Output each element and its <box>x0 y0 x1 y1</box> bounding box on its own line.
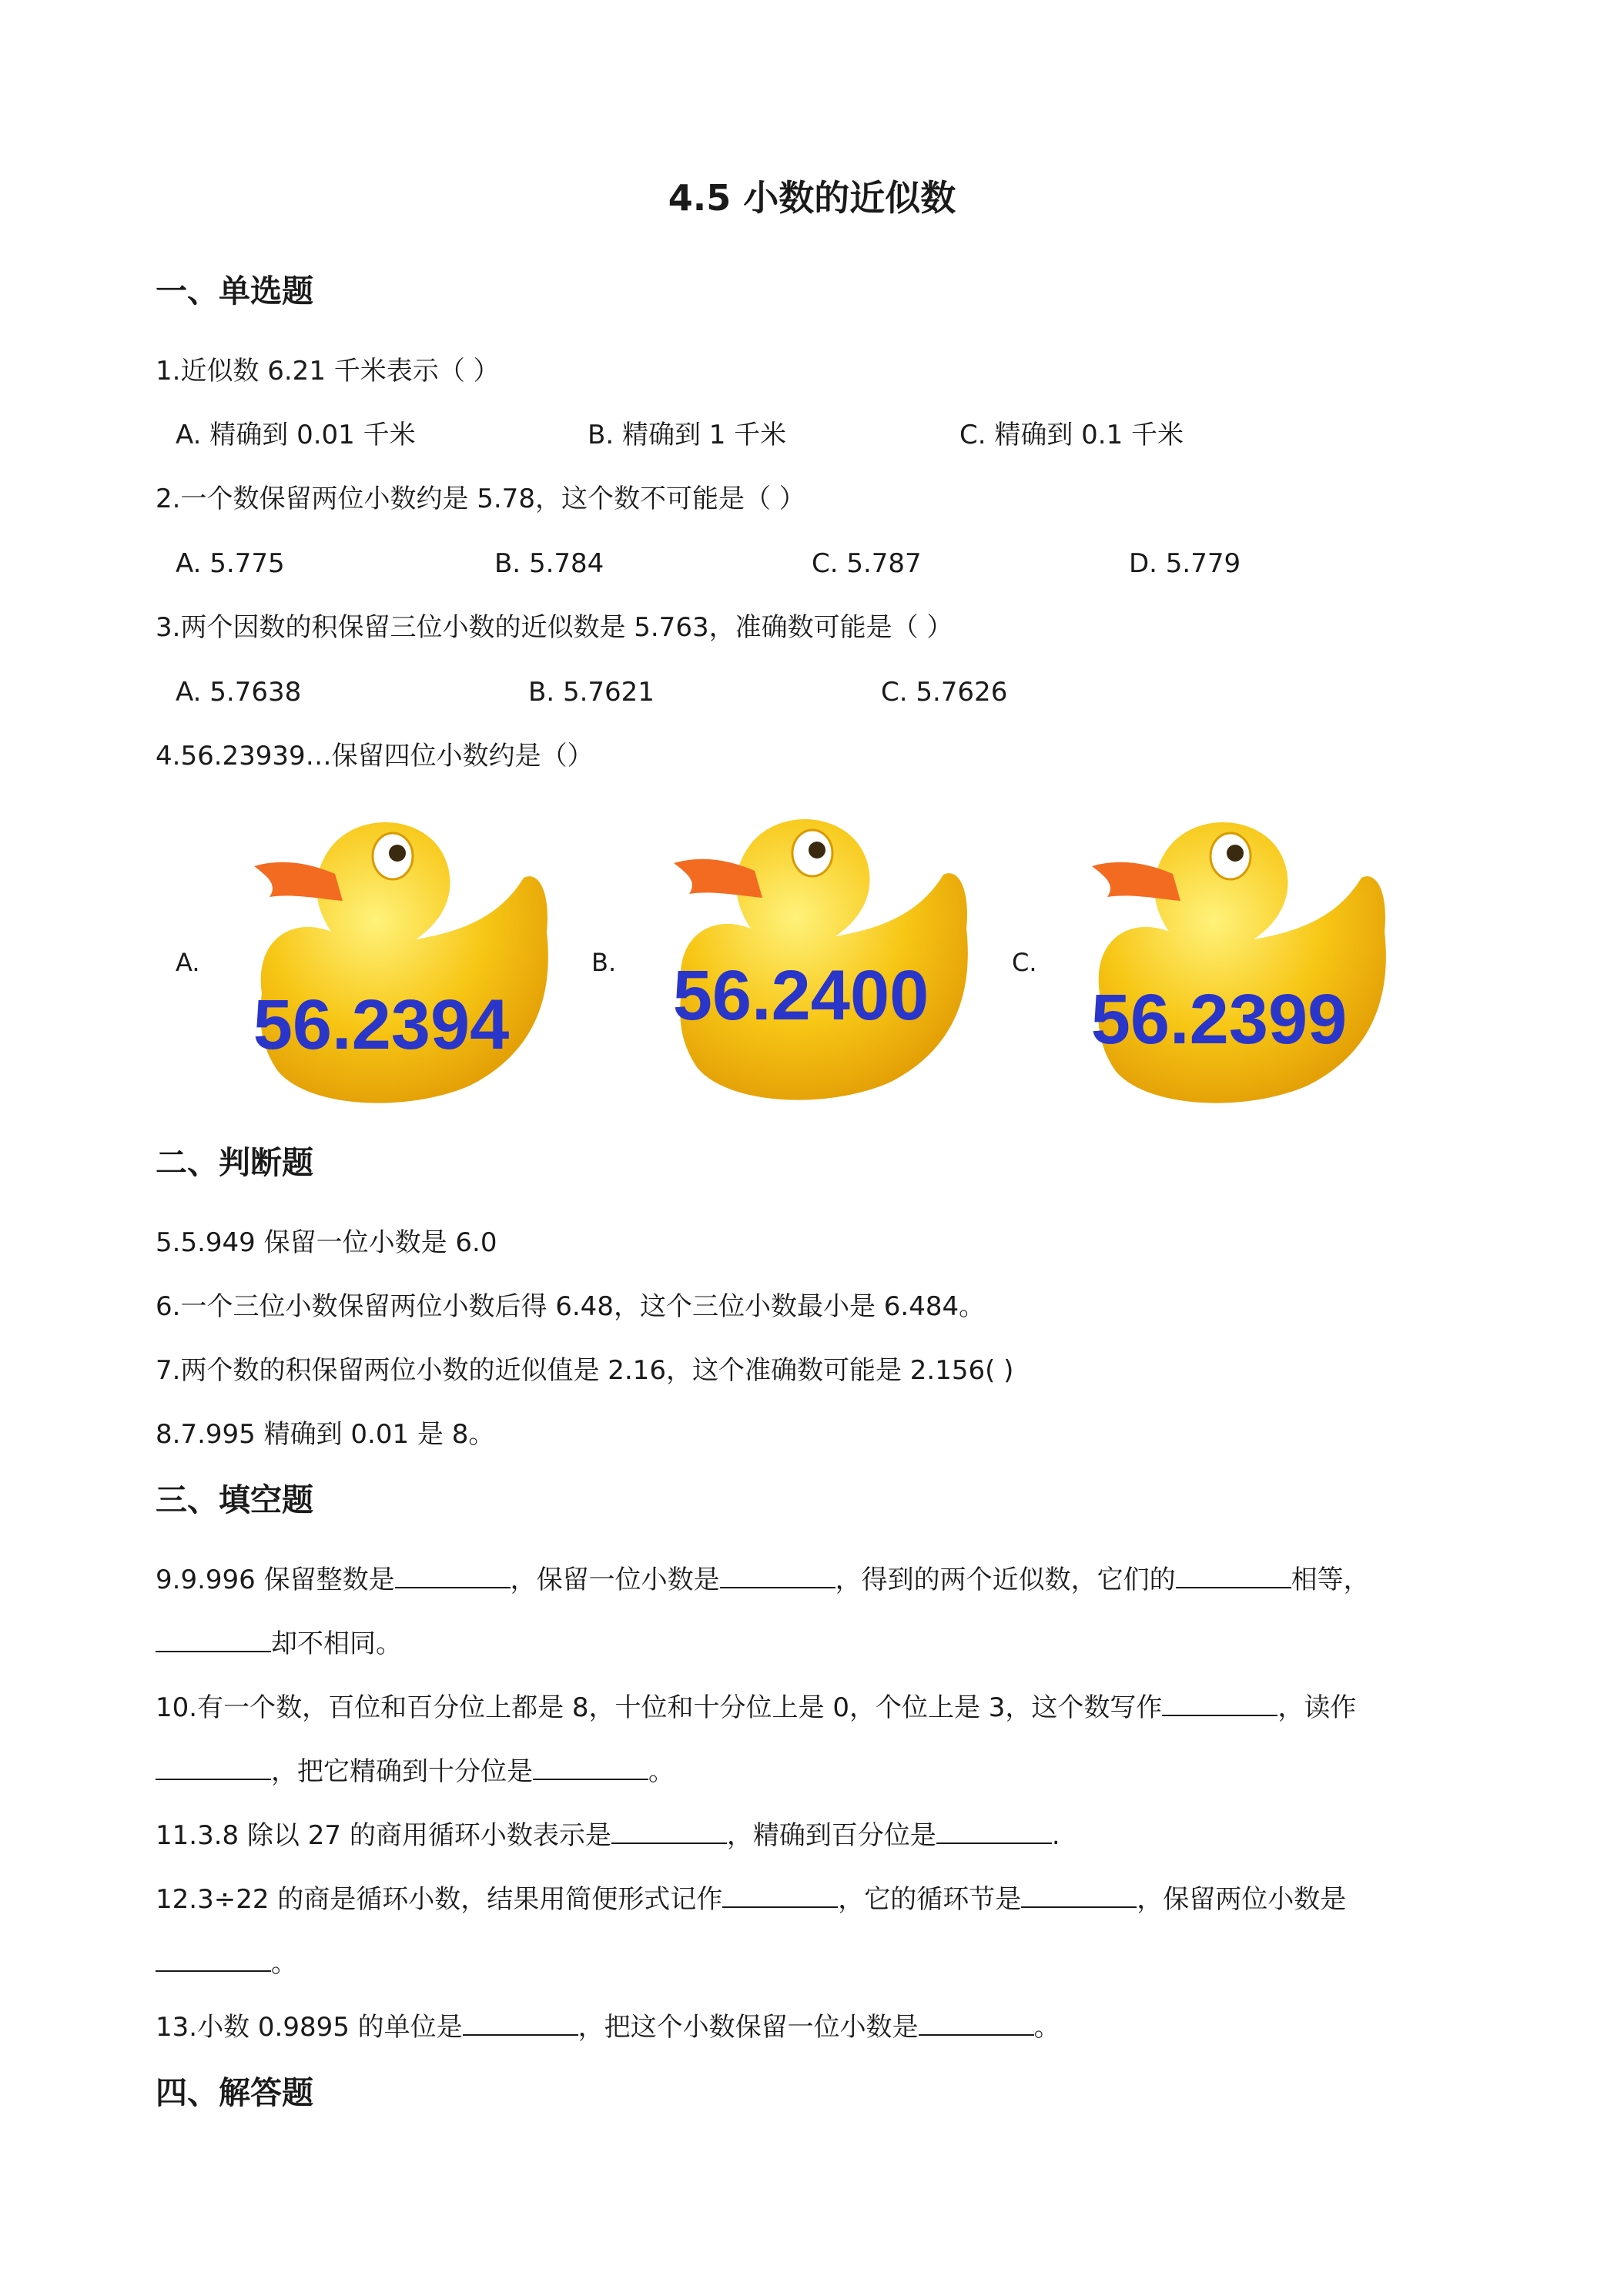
duck-eye-pupil <box>389 845 406 862</box>
question-9-part-1: 9.9.996 保留整数是 <box>156 1565 395 1595</box>
question-12-line-1 <box>156 1878 1346 1921</box>
question-1-option-c[interactable]: C. 精确到 0.1 千米 <box>959 420 1184 450</box>
duck-number-b: 56.2400 <box>672 956 929 1035</box>
question-11-part-1: 11.3.8 除以 27 的商用循环小数表示是 <box>156 1820 611 1851</box>
duck-eye-pupil <box>809 842 825 858</box>
question-9-part-4: 相等， <box>1291 1565 1370 1595</box>
question-4-stem: 4.56.23939…保留四位小数约是（） <box>156 741 594 771</box>
question-3-option-c[interactable]: C. 5.7626 <box>881 677 1008 708</box>
question-10-blank-3[interactable] <box>533 1751 648 1780</box>
page-title: 4.5 小数的近似数 <box>668 177 956 219</box>
question-12-part-3: ，保留两位小数是 <box>1137 1884 1347 1915</box>
question-11-blank-2[interactable] <box>936 1815 1052 1844</box>
question-4-option-a-label[interactable]: A. <box>176 948 200 977</box>
question-10-part-2: ，读作 <box>1277 1692 1357 1723</box>
question-12-part-2: ，它的循环节是 <box>838 1884 1022 1915</box>
question-12-blank-1[interactable] <box>722 1879 838 1908</box>
question-2-option-d[interactable]: D. 5.779 <box>1129 548 1241 579</box>
section-heading-answer: 四、解答题 <box>156 2074 313 2111</box>
question-2-option-c[interactable]: C. 5.787 <box>812 548 922 579</box>
section-heading-single-choice: 一、单选题 <box>156 273 313 310</box>
question-2-option-a[interactable]: A. 5.775 <box>176 548 285 579</box>
question-4-option-b-label[interactable]: B. <box>591 948 617 977</box>
question-13-part-2: ，把这个小数保留一位小数是 <box>578 2012 919 2043</box>
question-12-part-4: 。 <box>271 1948 297 1979</box>
duck-image-option-a[interactable] <box>208 801 554 1116</box>
question-12-blank-3[interactable] <box>156 1943 271 1972</box>
question-13-blank-1[interactable] <box>463 2006 578 2036</box>
question-10-part-3: ，把它精确到十分位是 <box>271 1756 533 1787</box>
question-12-line-2 <box>156 1942 297 1985</box>
question-12-part-1: 12.3÷22 的商是循环小数，结果用简便形式记作 <box>156 1884 723 1915</box>
section-heading-fill-in: 三、填空题 <box>156 1481 313 1518</box>
question-11-blank-1[interactable] <box>611 1815 727 1844</box>
question-9-blank-1[interactable] <box>395 1559 511 1588</box>
question-11-line <box>156 1814 1060 1857</box>
question-8-text: 8.7.995 精确到 0.01 是 8。 <box>156 1419 495 1450</box>
question-10-blank-1[interactable] <box>1162 1687 1277 1716</box>
question-6-text: 6.一个三位小数保留两位小数后得 6.48，这个三位小数最小是 6.484。 <box>156 1291 986 1322</box>
question-13-line <box>156 2006 1060 2049</box>
question-13-part-3: 。 <box>1033 2012 1060 2043</box>
question-5-text: 5.5.949 保留一位小数是 6.0 <box>156 1227 497 1258</box>
question-3-option-b[interactable]: B. 5.7621 <box>528 677 655 708</box>
duck-eye-pupil <box>1227 845 1244 862</box>
question-1-option-b[interactable]: B. 精确到 1 千米 <box>588 420 787 450</box>
question-2-stem: 2.一个数保留两位小数约是 5.78，这个数不可能是（ ） <box>156 484 805 514</box>
question-9-blank-3[interactable] <box>1176 1559 1291 1588</box>
question-11-part-2: ，精确到百分位是 <box>726 1820 936 1851</box>
question-11-part-3: . <box>1051 1820 1060 1851</box>
question-10-part-1: 10.有一个数，百位和百分位上都是 8，十位和十分位上是 0，个位上是 3，这个数写作 <box>156 1692 1163 1723</box>
question-4-option-c-label[interactable]: C. <box>1012 948 1037 977</box>
question-9-part-2: ，保留一位小数是 <box>510 1565 720 1595</box>
question-9-part-3: ，得到的两个近似数，它们的 <box>835 1565 1176 1595</box>
question-9-blank-2[interactable] <box>720 1559 835 1588</box>
section-heading-true-false: 二、判断题 <box>156 1144 313 1181</box>
duck-image-option-c[interactable] <box>1046 801 1392 1116</box>
question-13-blank-2[interactable] <box>919 2006 1034 2036</box>
question-2-option-b[interactable]: B. 5.784 <box>494 548 604 579</box>
question-9-line-1 <box>156 1558 1370 1602</box>
question-1-option-a[interactable]: A. 精确到 0.01 千米 <box>176 420 416 450</box>
duck-image-option-b[interactable] <box>628 798 974 1113</box>
question-1-stem: 1.近似数 6.21 千米表示（ ） <box>156 356 500 387</box>
question-3-stem: 3.两个因数的积保留三位小数的近似数是 5.763，准确数可能是（ ） <box>156 612 953 643</box>
duck-number-a: 56.2394 <box>253 986 510 1064</box>
question-9-line-2 <box>156 1622 402 1665</box>
question-10-line-2 <box>156 1750 675 1793</box>
question-10-part-4: 。 <box>648 1756 675 1787</box>
question-9-blank-4[interactable] <box>156 1623 271 1652</box>
question-9-part-5: 却不相同。 <box>271 1628 402 1659</box>
question-13-part-1: 13.小数 0.9895 的单位是 <box>156 2012 463 2043</box>
question-12-blank-2[interactable] <box>1021 1879 1137 1908</box>
duck-number-c: 56.2399 <box>1090 980 1348 1059</box>
question-3-option-a[interactable]: A. 5.7638 <box>176 677 302 708</box>
question-7-text: 7.两个数的积保留两位小数的近似值是 2.16，这个准确数可能是 2.156( ) <box>156 1355 1014 1386</box>
question-10-line-1 <box>156 1686 1356 1729</box>
question-10-blank-2[interactable] <box>156 1751 271 1780</box>
